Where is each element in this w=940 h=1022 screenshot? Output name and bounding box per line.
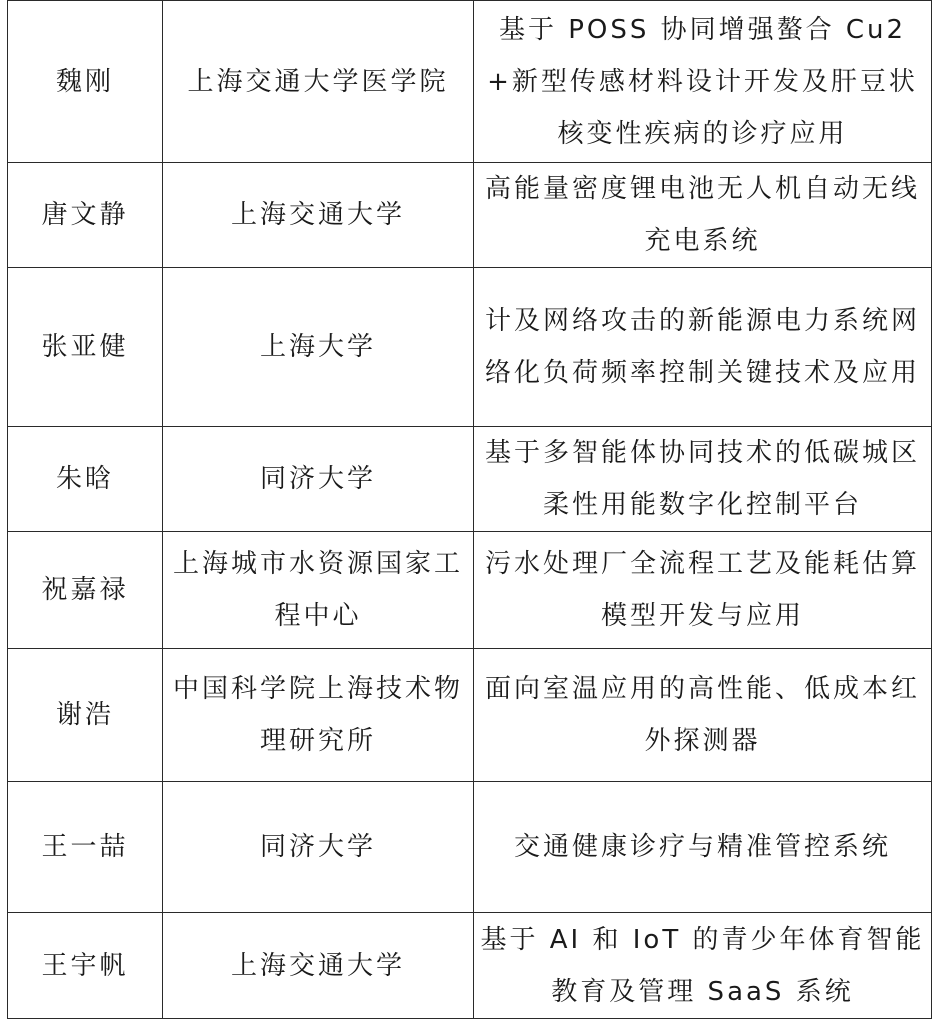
institution-cell: 中国科学院上海技术物理研究所 xyxy=(163,649,474,782)
project-cell: 基于多智能体协同技术的低碳城区柔性用能数字化控制平台 xyxy=(474,427,932,532)
name-cell: 朱晗 xyxy=(8,427,163,532)
project-cell: 交通健康诊疗与精准管控系统 xyxy=(474,782,932,913)
table-row xyxy=(8,1,932,163)
institution-cell: 上海大学 xyxy=(163,268,474,427)
institution-cell: 同济大学 xyxy=(163,427,474,532)
table-row xyxy=(8,913,932,1019)
name-cell: 王宇帆 xyxy=(8,913,163,1019)
name-cell: 谢浩 xyxy=(8,649,163,782)
institution-cell: 上海交通大学医学院 xyxy=(163,1,474,163)
project-cell: 计及网络攻击的新能源电力系统网络化负荷频率控制关键技术及应用 xyxy=(474,268,932,427)
project-cell: 高能量密度锂电池无人机自动无线充电系统 xyxy=(474,163,932,268)
project-cell: 污水处理厂全流程工艺及能耗估算模型开发与应用 xyxy=(474,532,932,649)
institution-cell: 上海交通大学 xyxy=(163,913,474,1019)
name-cell: 祝嘉禄 xyxy=(8,532,163,649)
name-cell: 魏刚 xyxy=(8,1,163,163)
institution-cell: 上海城市水资源国家工程中心 xyxy=(163,532,474,649)
table-row xyxy=(8,782,932,913)
table-row xyxy=(8,532,932,649)
name-cell: 王一喆 xyxy=(8,782,163,913)
table-row xyxy=(8,649,932,782)
project-cell: 基于 POSS 协同增强螯合 Cu2+新型传感材料设计开发及肝豆状核变性疾病的诊疗应用 xyxy=(474,1,932,163)
table-row xyxy=(8,427,932,532)
institution-cell: 上海交通大学 xyxy=(163,163,474,268)
name-cell: 张亚健 xyxy=(8,268,163,427)
table-row xyxy=(8,163,932,268)
award-table xyxy=(7,0,932,1019)
table-row xyxy=(8,268,932,427)
institution-cell: 同济大学 xyxy=(163,782,474,913)
project-cell: 面向室温应用的高性能、低成本红外探测器 xyxy=(474,649,932,782)
project-cell: 基于 AI 和 IoT 的青少年体育智能教育及管理 SaaS 系统 xyxy=(474,913,932,1019)
name-cell: 唐文静 xyxy=(8,163,163,268)
